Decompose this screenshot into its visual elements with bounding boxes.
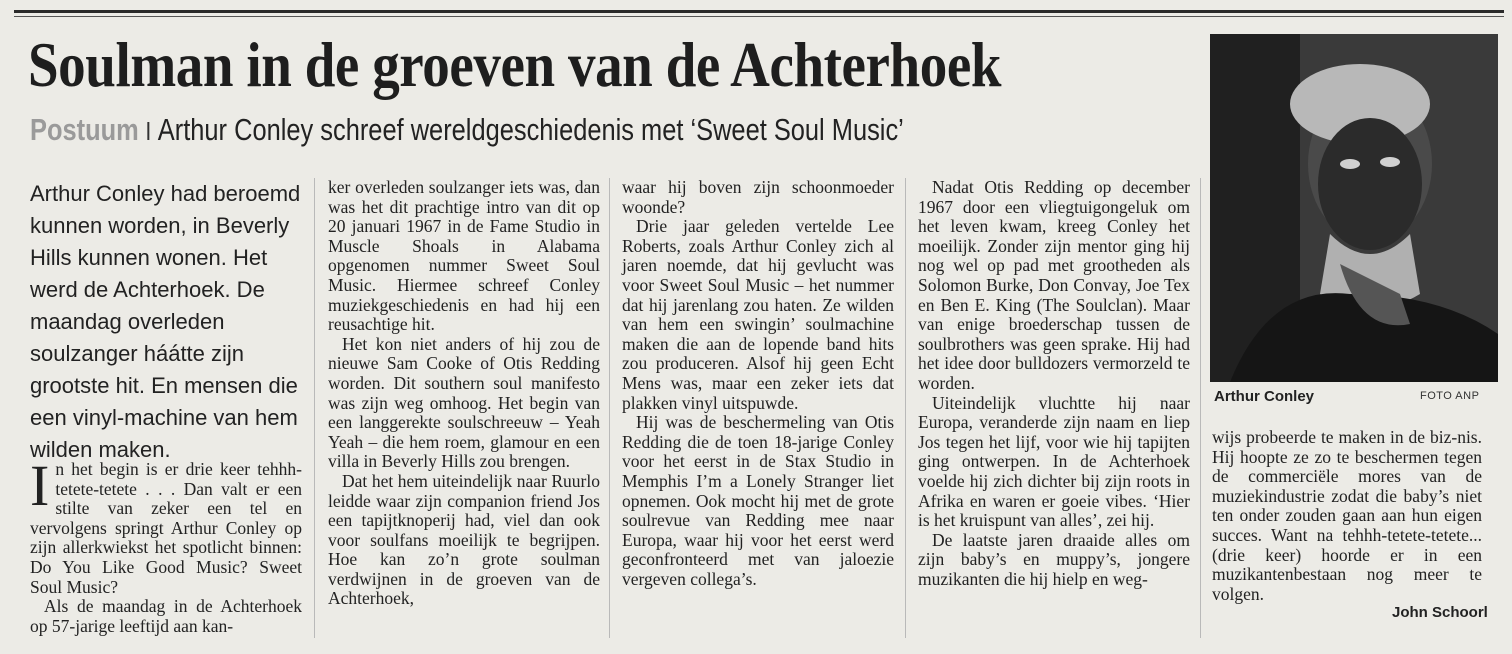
subheadline xyxy=(30,112,904,148)
paragraph: Hij was de beschermeling van Otis Redding die de toen 18-jarige Conley voor het eerst in de Stax Studio in Memphis I’m a Lonely Stranger liet opnemen. Ook mocht hij met de grote soulrevue van Redding mee naar Europa, waar hij voor het eerst werd geconfronteerd met van jaloezie vergeven collega’s. xyxy=(622,412,894,589)
column-1 xyxy=(30,453,302,636)
top-rule xyxy=(14,10,1504,13)
paragraph: Uiteindelijk vluchtte hij naar Europa, veranderde zijn naam en liep Jos tegen het lijf, voor wie hij tapijten ging ontwerpen. In de Achterhoek voelde hij zich dichter bij zijn roots in Afrika en waren er goeie vibes. ‘Hier is het kruispunt van alles’, zei hij. xyxy=(918,392,1190,531)
subhead-text: Arthur Conley schreef wereldgeschiedenis met ‘Sweet Soul Music’ xyxy=(157,112,904,147)
photo-credit: FOTO ANP xyxy=(1420,390,1480,402)
paragraph-text: n het begin is er drie keer tehhh-tetete-tetete . . . Dan valt er een stilte van zeker een tel en vervolgens springt Arthur Conley op zijn allerkwiekst het spotlicht binnen: Do You Like Good Music? Sweet Soul Music? xyxy=(30,459,302,597)
paragraph: Nadat Otis Redding op december 1967 door een vliegtuigongeluk om het leven kwam, kreeg Conley het moeilijk. Zonder zijn mentor ging hij nog wel op pad met grootheden als Solomon Burke, Don Convay, Joe Tex en Ben E. King (The Soulclan). Maar van enige broederschap tussen de soulbrothers was geen sprake. Hij had het idee door bulldozers vermorzeld te worden. xyxy=(918,177,1190,393)
byline: John Schoorl xyxy=(1392,604,1488,621)
paragraph: Drie jaar geleden vertelde Lee Roberts, zoals Arthur Conley zich al jaren noemde, dat hij gevlucht was voor Sweet Soul Music – het nummer dat hij jarenlang zou haten. Ze wilden van hem een swingin’ soulmachine maken die aan de lopende band hits zou produceren. Alsof hij geen Echt Mens was, maar een zeker iets dat plakken vinyl uitspuwde. xyxy=(622,216,894,413)
column-divider xyxy=(609,178,610,638)
paragraph: Dat het hem uiteindelijk naar Ruurlo leidde waar zijn companion friend Jos een tapijtknoperij had, viel dan ook voor soulfans moeilijk te begrijpen. Hoe kan zo’n grote soulman verdwijnen in de groeven van de Achterhoek, xyxy=(328,470,600,609)
column-divider xyxy=(1200,178,1201,638)
column-divider xyxy=(905,178,906,638)
drop-cap: I xyxy=(30,453,50,518)
photo-caption: Arthur Conley xyxy=(1214,388,1315,405)
paragraph xyxy=(30,453,302,597)
column-3 xyxy=(622,178,894,589)
paragraph: Het kon niet anders of hij zou de nieuwe Sam Cooke of Otis Redding worden. Dit southern soul manifesto was zijn weg omhoog. Het begin van een langgerekte soulschreeuw – Yeah Yeah – die hem roem, glamour en een villa in Beverly Hills zou brengen. xyxy=(328,333,600,472)
portrait-image xyxy=(1210,34,1498,382)
paragraph: waar hij boven zijn schoonmoeder woonde? xyxy=(622,177,894,217)
column-2 xyxy=(328,178,600,609)
column-divider xyxy=(314,178,315,638)
intro-paragraph: Arthur Conley had beroemd kunnen worden, in Beverly Hills kunnen wonen. Het werd de Achterhoek. De maandag overleden soulzanger háátte zijn grootste hit. En mensen die een vinyl-machine van hem wilden maken. xyxy=(30,181,301,462)
kicker: Postuum xyxy=(30,112,139,147)
paragraph: De laatste jaren draaide alles om zijn baby’s en muppy’s, jongere muzikanten die hij hielp en weg- xyxy=(918,529,1190,589)
paragraph: ker overleden soulzanger iets was, dan was het dit prachtige intro van dit op 20 januari 1967 in de Fame Studio in Muscle Shoals in Alabama opgenomen nummer Sweet Soul Music. Hiermee schreef Conley muziekgeschiedenis en had hij een reusachtige hit. xyxy=(328,177,600,335)
portrait-photo xyxy=(1210,34,1498,382)
kicker-separator: I xyxy=(145,116,152,146)
paragraph: wijs probeerde te maken in de biz-nis. Hij hoopte ze zo te beschermen tegen de commerciële mores van de muziekindustrie zodat die baby’s niet ten onder zouden gaan aan hun eigen succes. Want na tehhh-tetete-tetete... (drie keer) hoorde er in een muzikantenbestaan nog meer te volgen. xyxy=(1212,427,1482,604)
top-rule-thin xyxy=(14,16,1504,17)
column-5 xyxy=(1212,428,1482,604)
headline: Soulman in de groeven van de Achterhoek xyxy=(28,29,1002,100)
column-4 xyxy=(918,178,1190,589)
paragraph: Als de maandag in de Achterhoek op 57-jarige leeftijd aan kan- xyxy=(30,596,302,636)
